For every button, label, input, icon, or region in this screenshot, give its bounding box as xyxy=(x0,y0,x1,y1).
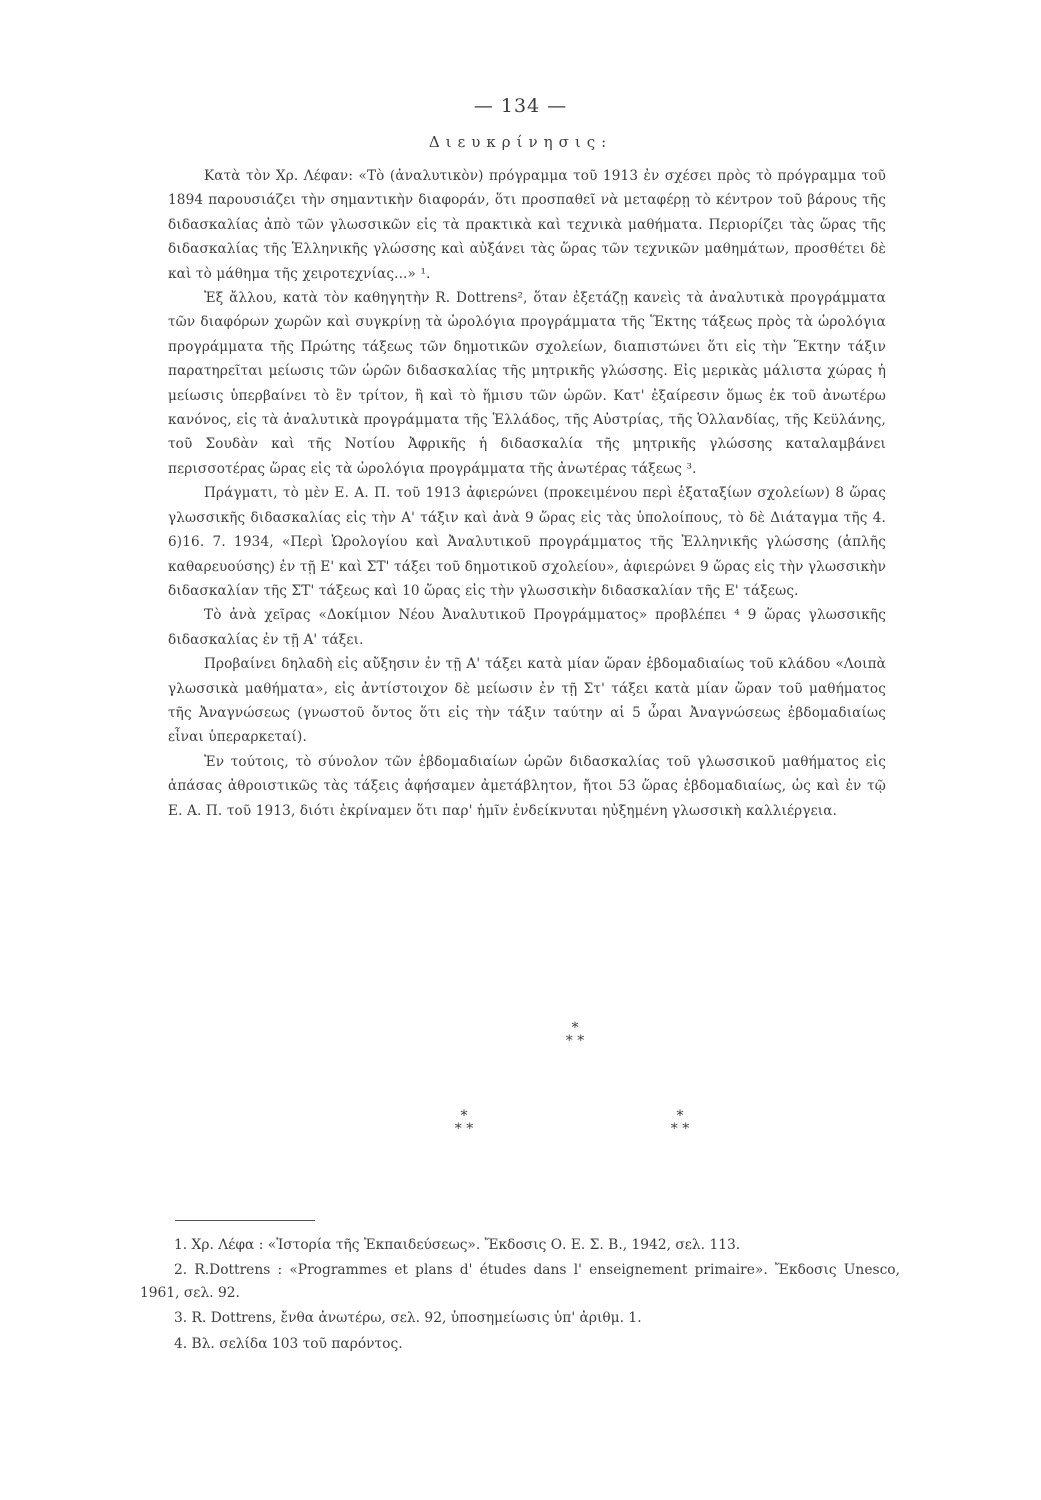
paragraph: Πράγματι, τὸ μὲν Ε. Α. Π. τοῦ 1913 ἀφιερώνει (προκειμένου περὶ ἑξαταξίων σχολείων) 8 ὥρας γλωσσικῆς διδασκαλίας εἰς τὴν Α' τάξιν καὶ ἀνὰ 9 ὥρας εἰς τὰς ὑπολοίπους, τὸ δὲ Διάταγμα τῆς 4. 6)16. 7. 1934, «Περὶ Ὡρολογίου καὶ Ἀναλυτικοῦ προγράμματος τῆς Ἑλληνικῆς γλώσσης (ἁπλῆς καθαρευούσης) ἐν τῇ Ε' καὶ ΣΤ' τάξει τοῦ δημοτικοῦ σχολείου», ἀφιερώνει 9 ὥρας εἰς τὴν γλωσσικὴν διδασκαλίαν τῆς ΣΤ' τάξεως καὶ 10 ὥρας εἰς τὴν γλωσσικὴν διδασκαλίαν τῆς Ε' τάξεως. xyxy=(168,485,886,599)
asterism-bottom: * * xyxy=(454,1121,474,1137)
page-number: — 134 — xyxy=(473,95,568,117)
paragraph: Προβαίνει δηλαδὴ εἰς αὔξησιν ἐν τῇ Α' τάξει κατὰ μίαν ὥραν ἑβδομαδιαίως τοῦ κλάδου «Λοιπὰ γλωσσικὰ μαθήματα», εἰς ἀντίστοιχον δὲ μείωσιν ἐν τῇ Στ' τάξει κατὰ μίαν ὥραν τοῦ μαθήματος τῆς Ἀναγνώσεως (γνωστοῦ ὄντος ὅτι εἰς τὴν τάξιν ταύτην αἱ 5 ὧραι Ἀναγνώσεως ἑβδομαδιαίως εἶναι ὑπεραρκεταί). xyxy=(168,656,886,746)
footnote: 1. Χρ. Λέφα : «Ἱστορία τῆς Ἐκπαιδεύσεως». Ἔκδοσις Ο. Ε. Σ. Β., 1942, σελ. 113. xyxy=(174,1237,741,1253)
asterism-bottom: * * xyxy=(565,1033,585,1049)
asterism-right xyxy=(650,1110,710,1135)
footnote: 3. R. Dottrens, ἔνθα ἀνωτέρω, σελ. 92, ὑποσημείωσις ὑπ' ἀριθμ. 1. xyxy=(174,1310,642,1327)
footnotes xyxy=(140,1234,900,1358)
footnote-divider xyxy=(175,1220,315,1221)
paragraph: Ἐξ ἄλλου, κατὰ τὸν καθηγητὴν R. Dottrens², ὅταν ἐξετάζῃ κανεὶς τὰ ἀναλυτικὰ προγράμματα τῶν διαφόρων χωρῶν καὶ συγκρίνῃ τὰ ὡρολόγια προγράμματα τῆς Ἕκτης τάξεως πρὸς τὰ ὡρολόγια προγράμματα τῆς Πρώτης τάξεως τῶν δημοτικῶν σχολείων, διαπιστώνει ὅτι εἰς τὴν Ἕκτην τάξιν παρατηρεῖται μείωσις τῶν ὡρῶν διδασκαλίας τῆς μητρικῆς γλώσσης. Εἰς μερικὰς μάλιστα χώρας ἡ μείωσις ὑπερβαίνει τὸ ἓν τρίτον, ἢ καὶ τὸ ἥμισυ τῶν ὡρῶν. Κατ' ἐξαίρεσιν ὅμως ἐκ τοῦ ἀνωτέρω κανόνος, εἰς τὰ ἀναλυτικὰ προγράμματα τῆς Ἑλλάδος, τῆς Αὐστρίας, τῆς Ὁλλανδίας, τῆς Κεϋλάνης, τοῦ Σουδὰν καὶ τῆς Νοτίου Ἀφρικῆς ἡ διδασκαλία τῆς μητρικῆς γλώσσης καταλαμβάνει περισσοτέρας ὥρας εἰς τὰ ὡρολόγια προγράμματα τῆς ἀνωτέρας τάξεως ³. xyxy=(168,290,886,477)
footnote: 4. Βλ. σελίδα 103 τοῦ παρόντος. xyxy=(174,1335,403,1352)
footnote: 2. R.Dottrens : «Programmes et plans d' études dans l' enseignement primaire». Ἔκδοσις Unesco, 1961, σελ. 92. xyxy=(140,1262,900,1301)
asterism-top: * xyxy=(571,1020,579,1036)
body-text xyxy=(168,164,886,823)
asterism-center xyxy=(545,1022,605,1047)
paragraph: Τὸ ἀνὰ χεῖρας «Δοκίμιον Νέου Ἀναλυτικοῦ Προγράμματος» προβλέπει ⁴ 9 ὥρας γλωσσικῆς διδασκαλίας ἐν τῇ Α' τάξει. xyxy=(168,607,886,648)
asterism-bottom: * * xyxy=(670,1121,690,1137)
paragraph: Ἐν τούτοις, τὸ σύνολον τῶν ἑβδομαδιαίων ὡρῶν διδασκαλίας τοῦ γλωσσικοῦ μαθήματος εἰς ἁπάσας ἀθροιστικῶς τὰς τάξεις ἀφήσαμεν ἀμετάβλητον, ἤτοι 53 ὥρας ἑβδομαδιαίως, ὡς καὶ ἐν τῷ Ε. Α. Π. τοῦ 1913, διότι ἐκρίναμεν ὅτι παρ' ἡμῖν ἐνδείκνυται ηὐξημένη γλωσσικὴ καλλιέργεια. xyxy=(168,753,886,819)
asterism-top: * xyxy=(460,1108,468,1124)
asterism-top: * xyxy=(676,1108,684,1124)
section-heading: Διευκρίνησις: xyxy=(428,133,613,151)
asterism-left xyxy=(434,1110,494,1135)
paragraph: Κατὰ τὸν Χρ. Λέφαν: «Τὸ (ἀναλυτικὸν) πρόγραμμα τοῦ 1913 ἐν σχέσει πρὸς τὸ πρόγραμμα τοῦ 1894 παρουσιάζει τὴν σημαντικὴν διαφοράν, ὅτι προσπαθεῖ νὰ μεταφέρῃ τὸ κέντρον τοῦ βάρους τῆς διδασκαλίας ἀπὸ τῶν γλωσσικῶν εἰς τὰ πρακτικὰ καὶ τεχνικὰ μαθήματα. Περιορίζει τὰς ὥρας τῆς διδασκαλίας τῆς Ἑλληνικῆς γλώσσης καὶ αὐξάνει τὰς ὥρας τῶν τεχνικῶν μαθημάτων, προσθέτει δὲ καὶ τὸ μάθημα τῆς χειροτεχνίας...» ¹. xyxy=(168,168,886,282)
